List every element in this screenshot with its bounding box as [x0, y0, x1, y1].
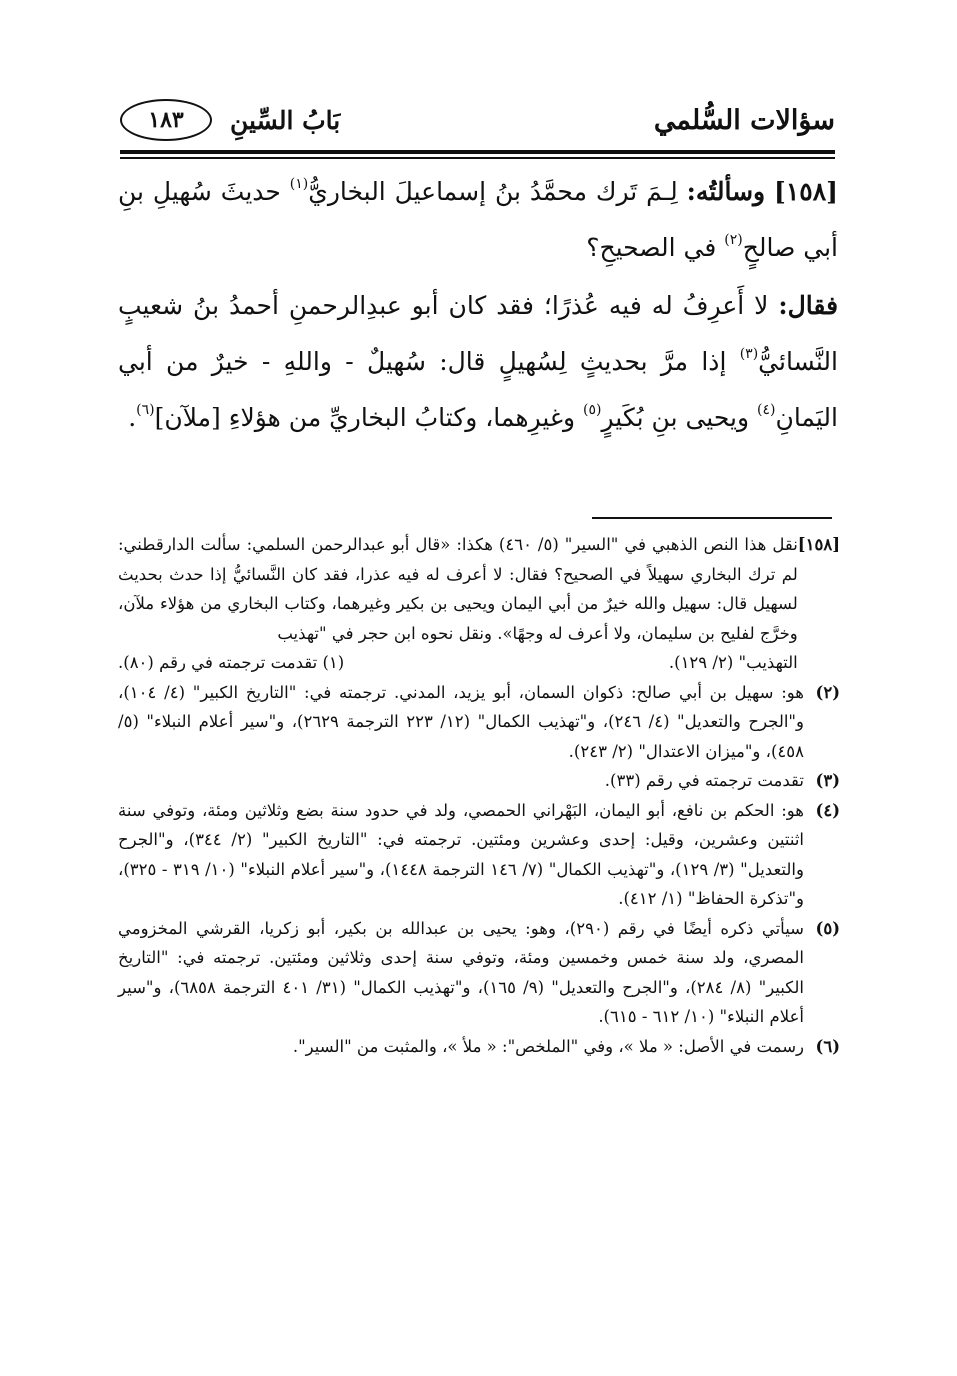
footnote-item	[118, 530, 840, 678]
page-header	[120, 92, 835, 148]
footnote-text: رسمت في الأصل: « ملا »، وفي "الملخص": « ملأ »، والمثبت من "السير".	[292, 1036, 804, 1056]
footnote-text: نقل هذا النص الذهبي في "السير" (٥/ ٤٦٠) هكذا: «قال أبو عبدالرحمن السلمي: سألت الدارقطني: لم ترك البخاري سهيلاً في الصحيح؟ فقال: لا أعرف له فيه عذرا، فقد كان النَّسائيُّ إذا حدث بحديث لسهيل قال: سهيل والله خيرٌ من أبي اليمان ويحيى بن بكير وغيرهما، وكتاب البخاري من هؤلاء ملآن، وخرَّج لفليح بن سليمان، ولا أعرف له وجهًا». ونقل نحوه ابن حجر في "تهذيب	[118, 535, 798, 643]
question-text-a: لِـمَ تَرك محمَّدُ بنُ إسماعيلَ البخاريُّ	[308, 177, 678, 206]
answer-text-b: إذا مرَّ بحديثٍ لِسُهيلٍ قال: سُهيلٌ - واللهِ - خيرٌ من أبي اليَمانِ	[118, 347, 838, 432]
footnote-ref-3[interactable]: (٣)	[739, 346, 759, 362]
answer-end: .	[128, 403, 137, 432]
chapter-title: بَابُ السِّينِ	[230, 105, 341, 135]
footnote-ref-1[interactable]: (١)	[289, 176, 309, 192]
main-text	[118, 164, 838, 446]
book-title: سؤالات السُّلمي	[653, 104, 835, 136]
footnote-text: هو: الحكم بن نافع، أبو اليمان، البَهْراني الحمصي، ولد في حدود سنة بضع وثلاثين ومئة، وتوفي سنة اثنتين وعشرين، وقيل: إحدى وعشرين ومئتين. ترجمته في: "التاريخ الكبير" (٢/ ٣٤٤)، و"الجرح والتعديل" (٣/ ١٢٩)، و"تهذيب الكمال" (٧/ ١٤٦ الترجمة ١٤٤٨)، و"سير أعلام النبلاء" (١٠/ ٣١٩ - ٣٢٥)، و"تذكرة الحفاظ" (١/ ٤١٢).	[118, 800, 805, 908]
footnote-item	[118, 766, 840, 796]
footnote-tail-row	[118, 648, 798, 678]
footnote-text: تقدمت ترجمته في رقم (٣٣).	[604, 771, 804, 790]
answer-label: فقال:	[778, 291, 839, 320]
footnotes	[118, 530, 840, 1061]
footnote-body	[118, 530, 798, 678]
footnote-number: (٥)	[815, 918, 840, 938]
footnote-ref-6[interactable]: (٦)	[136, 402, 155, 418]
answer-paragraph	[118, 278, 838, 446]
question-text-b: حديثَ سُهيلِ بنِ أبي صالحٍ	[118, 177, 838, 262]
footnote-number: [١٥٨]	[797, 535, 840, 554]
answer-text-a: لا أَعرِفُ له فيه عُذرًا؛ فقد كان أبو عبدِالرحمنِ أحمدُ بنُ شعيبٍ النَّسائيُّ	[118, 291, 838, 376]
answer-text-d: وغيرِهما، وكتابُ البخاريِّ من هؤلاءِ [ملآن]	[154, 403, 576, 432]
footnote-item	[118, 796, 840, 914]
footnote-separator	[592, 517, 832, 519]
footnote-number: (٤)	[815, 800, 840, 820]
footnote-number: (٦)	[815, 1036, 840, 1056]
footnote-ref-4[interactable]: (٤)	[756, 402, 776, 418]
page-number: ١٨٣	[120, 99, 212, 141]
footnote-tail-right: التهذيب" (٢/ ١٢٩).	[668, 653, 798, 672]
footnote-number: (٣)	[815, 771, 840, 790]
question-text-c: في الصحيحِ؟	[586, 233, 717, 262]
question-label: وسألتُه:	[686, 177, 766, 206]
footnote-item	[118, 1032, 840, 1062]
footnote-number: (٢)	[815, 682, 840, 702]
entry-number: [١٥٨]	[774, 177, 838, 206]
footnote-tail-left: (١) تقدمت ترجمته في رقم (٨٠).	[118, 653, 345, 672]
header-rule-thin	[120, 157, 835, 159]
answer-text-c: ويحيى بنِ بُكَيرٍ	[601, 403, 750, 432]
footnote-ref-2[interactable]: (٢)	[724, 232, 743, 248]
footnote-item	[118, 678, 840, 767]
header-rule-thick	[120, 150, 835, 154]
footnote-item	[118, 914, 840, 1032]
footnote-text: هو: سهيل بن أبي صالح: ذكوان السمان، أبو يزيد، المدني. ترجمته في: "التاريخ الكبير" (٤/ ١٠٤)، و"الجرح والتعديل" (٤/ ٢٤٦)، و"تهذيب الكمال" (١٢/ ٢٢٣ الترجمة ٢٦٢٩)، و"سير أعلام النبلاء" (٥/ ٤٥٨)، و"ميزان الاعتدال" (٢/ ٢٤٣).	[118, 682, 805, 761]
question-paragraph	[118, 164, 838, 276]
footnote-ref-5[interactable]: (٥)	[583, 402, 602, 418]
header-left-group	[120, 99, 340, 141]
footnote-text: سيأتي ذكره أيضًا في رقم (٢٩٠)، وهو: يحيى بن عبدالله بن بكير، أبو زكريا، القرشي المخزومي المصري، ولد سنة خمس وخمسين ومئة، وتوفي سنة إحدى وثلاثين ومئتين. ترجمته في: "التاريخ الكبير" (٨/ ٢٨٤)، و"الجرح والتعديل" (٩/ ١٦٥)، و"تهذيب الكمال" (٣١/ ٤٠١ الترجمة ٦٨٥٨)، و"سير أعلام النبلاء" (١٠/ ٦١٢ - ٦١٥).	[118, 918, 804, 1026]
